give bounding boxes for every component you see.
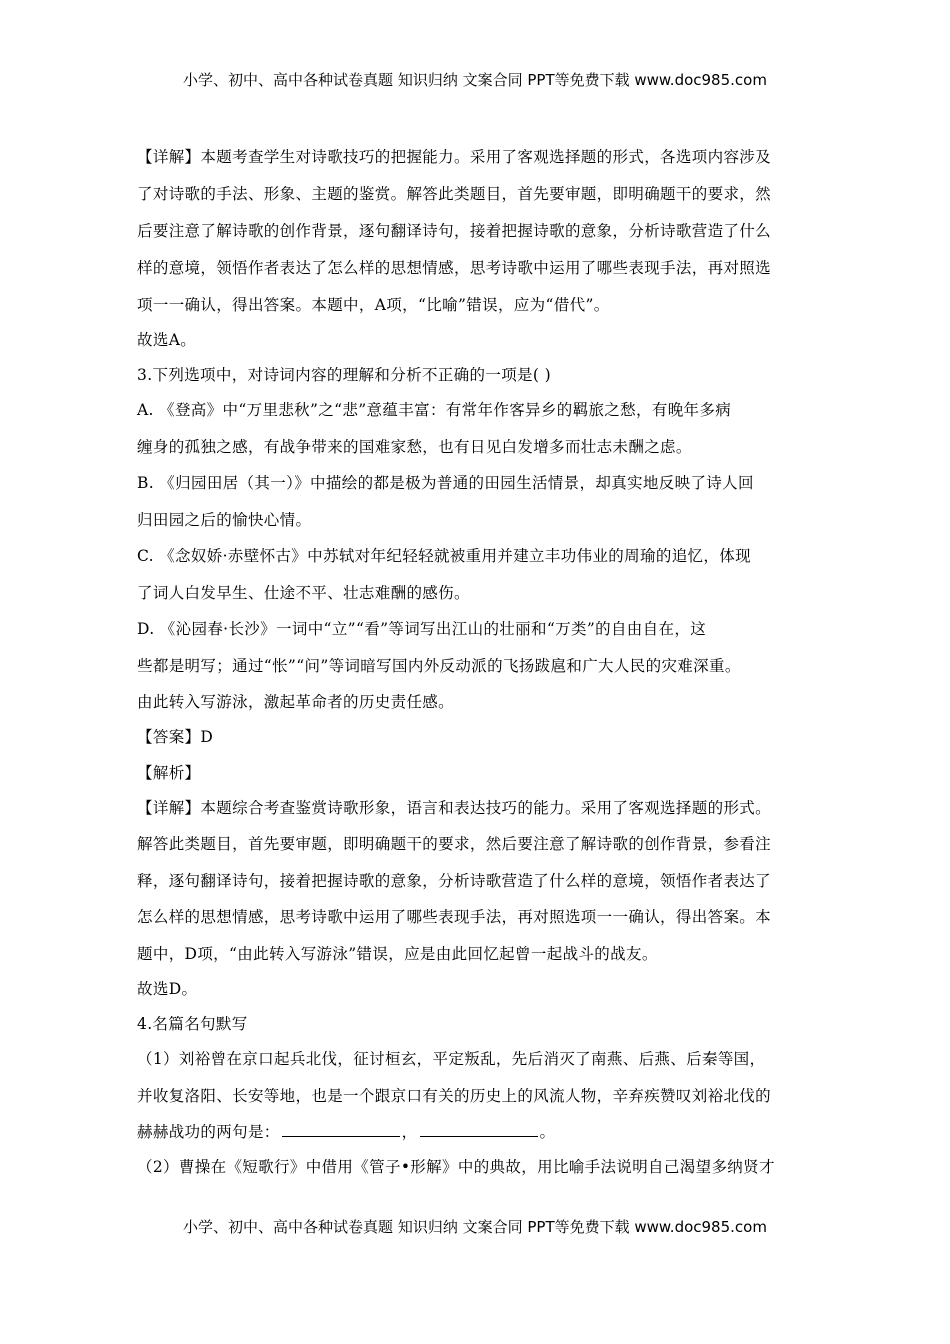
question-3: 3.下列选项中，对诗词内容的理解和分析不正确的一项是( ) bbox=[137, 366, 551, 384]
q4-part1-line-3 bbox=[137, 1122, 555, 1142]
page-header: 小学、初中、高中各种试卷真题 知识归纳 文案合同 PPT等免费下载 www.doc985.com bbox=[183, 71, 767, 89]
detail2-line-4: 怎么样的思想情感，思考诗歌中运用了哪些表现手法，再对照选项一一确认，得出答案。本 bbox=[137, 908, 772, 926]
page-footer: 小学、初中、高中各种试卷真题 知识归纳 文案合同 PPT等免费下载 www.doc985.com bbox=[183, 1218, 767, 1236]
option-d-line-2: 些都是明写；通过“怅”“问”等词暗写国内外反动派的飞扬跋扈和广大人民的灾难深重。 bbox=[137, 657, 741, 675]
option-d-line-3: 由此转入写游泳，激起革命者的历史责任感。 bbox=[137, 693, 455, 711]
fill-blank-1[interactable] bbox=[282, 1122, 400, 1137]
detail-line-2: 了对诗歌的手法、形象、主题的鉴赏。解答此类题目，首先要审题，即明确题干的要求，然 bbox=[137, 185, 772, 203]
fill-separator: ， bbox=[401, 1123, 418, 1141]
option-a-line-2: 缠身的孤独之感，有战争带来的国难家愁，也有日见白发增多而壮志未酬之虑。 bbox=[137, 438, 692, 456]
option-d-line-1: D. 《沁园春·长沙》一词中“立”“看”等词写出江山的壮丽和“万类”的自由自在，这 bbox=[137, 620, 707, 638]
question-4-title: 4.名篇名句默写 bbox=[137, 1015, 248, 1033]
detail-line-3: 后要注意了解诗歌的创作背景，逐句翻译诗句，接着把握诗歌的意象，分析诗歌营造了什么 bbox=[137, 222, 772, 240]
detail-line-1: 【详解】本题考查学生对诗歌技巧的把握能力。采用了客观选择题的形式，各选项内容涉及 bbox=[137, 148, 772, 166]
option-c-line-2: 了词人白发早生、仕途不平、壮志难酬的感伤。 bbox=[137, 584, 470, 602]
fill-blank-2[interactable] bbox=[420, 1122, 538, 1137]
option-b-line-2: 归田园之后的愉快心情。 bbox=[137, 511, 312, 529]
detail-line-5: 项一一确认，得出答案。本题中，A项，“比喻”错误，应为“借代”。 bbox=[137, 296, 610, 314]
fill-end: 。 bbox=[539, 1123, 556, 1141]
answer-conclusion: 故选A。 bbox=[137, 331, 197, 349]
detail2-line-5: 题中，D项，“由此转入写游泳”错误，应是由此回忆起曾一起战斗的战友。 bbox=[137, 945, 658, 963]
detail-line-4: 样的意境，领悟作者表达了怎么样的思想情感，思考诗歌中运用了哪些表现手法，再对照选 bbox=[137, 259, 772, 277]
answer2-conclusion: 故选D。 bbox=[137, 980, 198, 998]
detail2-line-3: 释，逐句翻译诗句，接着把握诗歌的意象，分析诗歌营造了什么样的意境，领悟作者表达了 bbox=[137, 872, 772, 890]
option-a-line-1: A. 《登高》中“万里悲秋”之“悲”意蕴丰富：有常年作客异乡的羁旅之愁，有晚年多病 bbox=[137, 401, 732, 419]
q4-part1-line-1: （1）刘裕曾在京口起兵北伐，征讨桓玄，平定叛乱，先后消灭了南燕、后燕、后秦等国， bbox=[137, 1050, 766, 1068]
answer-label: 【答案】D bbox=[137, 728, 214, 746]
q4-part1-line-2: 并收复洛阳、长安等地，也是一个跟京口有关的历史上的风流人物，辛弃疾赞叹刘裕北伐的 bbox=[137, 1087, 772, 1105]
fill-prefix: 赫赫战功的两句是： bbox=[137, 1123, 280, 1141]
option-b-line-1: B. 《归园田居（其一）》中描绘的都是极为普通的田园生活情景，却真实地反映了诗人回 bbox=[137, 474, 754, 492]
detail2-line-2: 解答此类题目，首先要审题，即明确题干的要求，然后要注意了解诗歌的创作背景，参看注 bbox=[137, 835, 772, 853]
q4-part2-line-1: （2）曹操在《短歌行》中借用《管子•形解》中的典故，用比喻手法说明自己渴望多纳贤才 bbox=[137, 1158, 775, 1176]
detail2-line-1: 【详解】本题综合考查鉴赏诗歌形象，语言和表达技巧的能力。采用了客观选择题的形式。 bbox=[137, 799, 772, 817]
option-c-line-1: C. 《念奴娇·赤壁怀古》中苏轼对年纪轻轻就被重用并建立丰功伟业的周瑜的追忆，体现 bbox=[137, 547, 751, 565]
analysis-label: 【解析】 bbox=[137, 764, 201, 782]
